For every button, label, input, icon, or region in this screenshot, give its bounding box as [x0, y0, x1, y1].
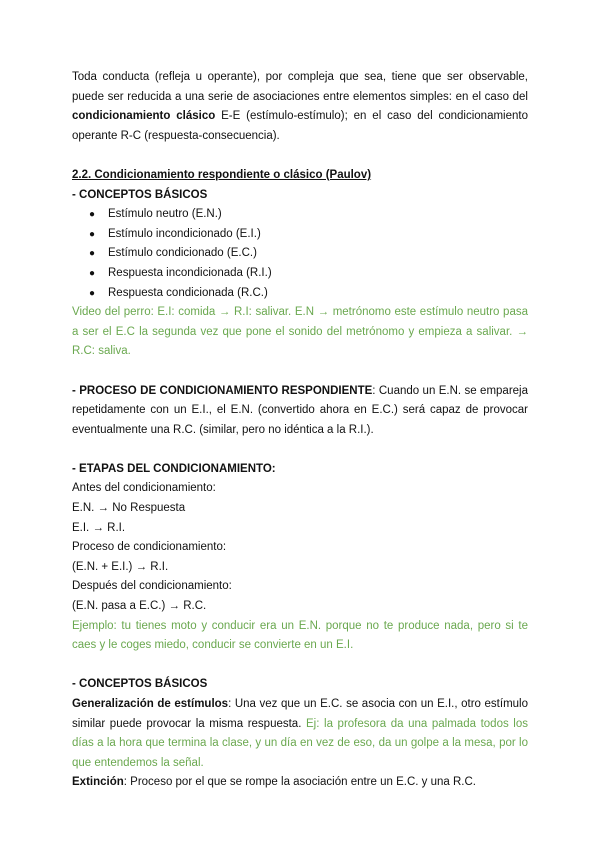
intro-text-rest: E-E (estímulo-estímulo); en el caso del condicionamiento operante R-C (respuesta-consecuencia). [72, 110, 528, 142]
etapas-line: Después del condicionamiento: [72, 580, 232, 593]
intro-text: Toda conducta (refleja u operante), por compleja que sea, tiene que ser observable, puede ser reducida a una serie de asociaciones entre elementos simples: en el caso del [72, 71, 528, 103]
extincion-paragraph [72, 773, 528, 793]
generalizacion-text: : Una vez que un E.C. se asocia con un E.I., otro estímulo similar puede provocar la misma respuesta. [72, 698, 528, 730]
conceptos-title: - CONCEPTOS BÁSICOS [72, 188, 208, 201]
document-page [72, 68, 528, 793]
etapas-line: E.N. → No Respuesta [72, 502, 186, 515]
generalizacion-example: Ej: la profesora da una palmada todos los días a la hora que termina la clase, y un día en vez de eso, da un golpe a la mesa, por lo que entendemos la señal. [72, 717, 529, 769]
etapas-line: (E.N. pasa a E.C.) → R.C. [72, 600, 207, 613]
proceso-text: : Cuando un E.N. se empareja repetidamente con un E.I., el E.N. (convertido ahora en E.C.) será capaz de provocar eventualmente una R.C. (similar, pero no idéntica a la R.I.). [72, 384, 528, 436]
proceso-paragraph [72, 382, 528, 441]
generalizacion-paragraph [72, 695, 528, 773]
etapas-line: (E.N. + E.I.) → R.I. [72, 560, 169, 573]
etapas-example: Ejemplo: tu tienes moto y conducir era un E.N. porque no te produce nada, pero si te caes y le coges miedo, conducir se convierte en un E.I. [72, 619, 528, 652]
concept-list [72, 205, 528, 303]
spacer [72, 146, 528, 166]
bullet-icon: ● [89, 267, 96, 279]
list-item: ● Respuesta incondicionada (R.I.) [72, 264, 528, 284]
bullet-icon: ● [89, 248, 96, 260]
list-item: ● Respuesta condicionada (R.C.) [72, 284, 528, 304]
extincion-label: Extinción [72, 776, 124, 789]
spacer [72, 656, 528, 676]
bullet-icon: ● [89, 228, 96, 240]
proceso-title: - PROCESO DE CONDICIONAMIENTO RESPONDIENTE [72, 384, 373, 397]
etapas-line: Proceso de condicionamiento: [72, 541, 227, 554]
list-item: ● Estímulo condicionado (E.C.) [72, 244, 528, 264]
intro-bold-term: condicionamiento clásico [72, 110, 216, 123]
list-item: ● Estímulo incondicionado (E.I.) [72, 225, 528, 245]
etapas-line: Antes del condicionamiento: [72, 482, 216, 495]
bullet-icon: ● [89, 287, 96, 299]
generalizacion-label: Generalización de estímulos [72, 698, 229, 710]
section-heading: 2.2. Condicionamiento respondiente o clásico (Paulov) [72, 168, 372, 181]
conceptos2-title: - CONCEPTOS BÁSICOS [72, 678, 208, 691]
list-item: ● Estímulo neutro (E.N.) [72, 205, 528, 225]
extincion-text: : Proceso por el que se rompe la asociación entre un E.C. y una R.C. [123, 776, 476, 789]
intro-paragraph [72, 68, 528, 146]
bullet-icon: ● [89, 209, 96, 221]
etapas-title: - ETAPAS DEL CONDICIONAMIENTO: [72, 462, 276, 475]
spacer [72, 362, 528, 382]
etapas-line: E.I. → R.I. [72, 521, 126, 534]
video-note: Video del perro: E.I: comida → R.I: salivar. E.N → metrónomo este estímulo neutro pasa a ser el E.C la segunda vez que pone el sonido del metrónomo y empieza a salivar. → R.C: saliva. [72, 306, 528, 358]
spacer [72, 440, 528, 460]
